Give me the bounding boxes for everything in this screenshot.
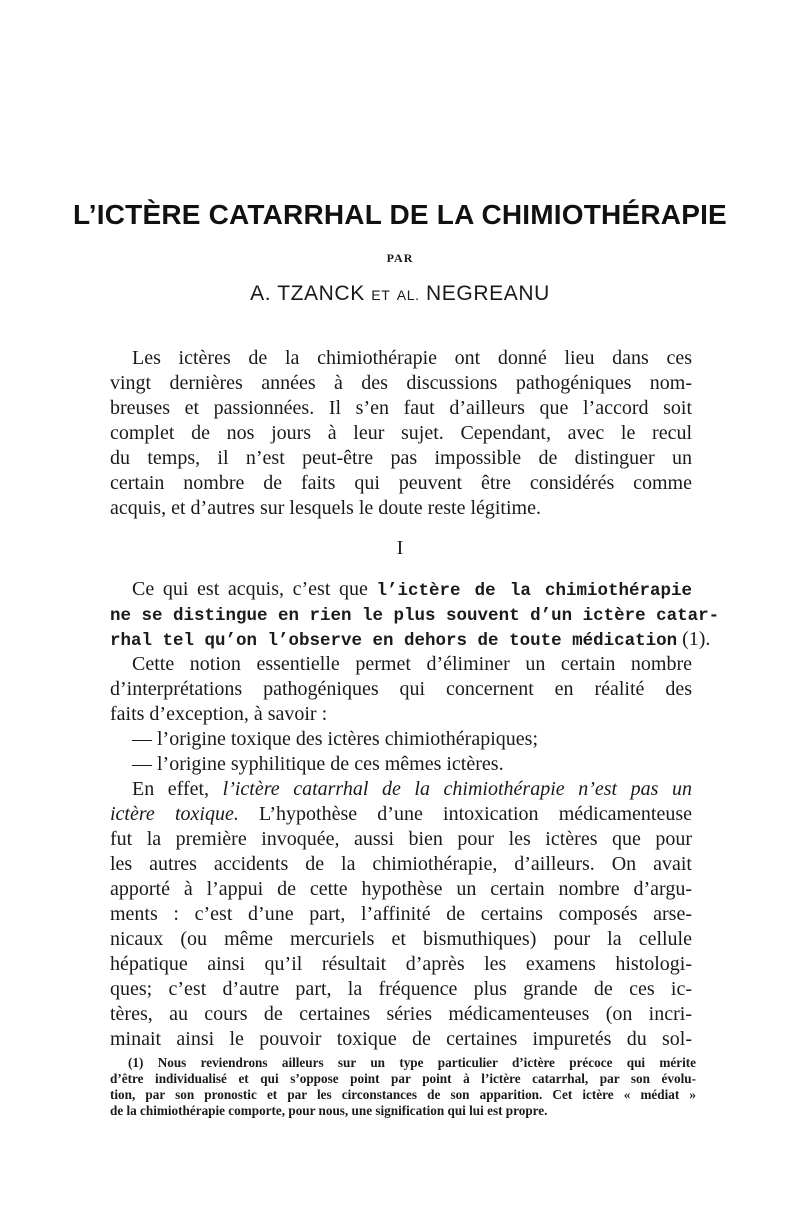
footnote-line: tion, par son pronostic et par les circonstances de son apparition. Cet ictère « médiat »: [110, 1087, 696, 1102]
intro-line: complet de nos jours à leur sujet. Cependant, avec le recul: [110, 422, 692, 444]
body-line: hépatique ainsi qu’il résultait d’après les examens histologi-: [110, 953, 692, 975]
body-line: Cette notion essentielle permet d’éliminer un certain nombre: [132, 653, 692, 675]
emphasis-span: rhal tel qu’on l’observe en dehors de toute médication: [110, 631, 678, 651]
article-title: L’ICTÈRE CATARRHAL DE LA CHIMIOTHÉRAPIE: [73, 199, 727, 230]
body-line: fut la première invoquée, aussi bien pour les ictères que pour: [110, 828, 692, 850]
italic-span: ictère toxique.: [110, 803, 239, 825]
body-line: — l’origine syphilitique de ces mêmes ictères.: [132, 753, 504, 775]
body-line: [110, 627, 711, 652]
body-line: les autres accidents de la chimiothérapie, d’ailleurs. On avait: [110, 853, 692, 875]
intro-line: du temps, il n’est peut-être pas impossible de distinguer un: [110, 447, 692, 469]
body-line: — l’origine toxique des ictères chimiothérapiques;: [132, 728, 538, 750]
body-line: [110, 577, 692, 602]
intro-line: vingt dernières années à des discussions pathogéniques nom-: [110, 372, 692, 394]
body-line: [110, 602, 720, 627]
body-line: [110, 777, 692, 802]
body-line: ments : c’est d’une part, l’affinité de certains composés arse-: [110, 903, 692, 925]
body-line: nicaux (ou même mercuriels et bismuthiques) pour la cellule: [110, 928, 692, 950]
and-conjunction: ET: [371, 287, 391, 303]
footnote-line: de la chimiothérapie comporte, pour nous, une signification qui lui est propre.: [110, 1103, 548, 1118]
author-2-name: NEGREANU: [426, 282, 550, 305]
intro-line: certain nombre de faits qui peuvent être considérés comme: [110, 472, 692, 494]
by-label: PAR: [386, 251, 414, 265]
body-span: Ce qui est acquis, c’est que: [132, 578, 377, 600]
footnote-line: (1) Nous reviendrons ailleurs sur un type particulier d’ictère précoce qui mérite: [128, 1055, 696, 1070]
footnote-ref: (1).: [677, 628, 711, 650]
body-line: tères, au cours de certaines séries médicamenteuses (on incri-: [110, 1003, 692, 1025]
body-line: d’interprétations pathogéniques qui concernent en réalité des: [110, 678, 692, 700]
emphasis-span: ne se distingue en rien le plus souvent d’un ictère catar-: [110, 606, 720, 626]
body-line: ques; c’est d’autre part, la fréquence plus grande de ces ic-: [110, 978, 692, 1000]
intro-line: breuses et passionnées. Il s’en faut d’ailleurs que l’accord soit: [110, 397, 692, 419]
footnote-line: d’être individualisé et qui s’oppose point par point à l’ictère catarrhal, par son évolu-: [110, 1071, 696, 1086]
body-line: apporté à l’appui de cette hypothèse un certain nombre d’argu-: [110, 878, 692, 900]
body-span: L’hypothèse d’une intoxication médicamenteuse: [238, 803, 692, 825]
section-heading: I: [396, 537, 404, 559]
intro-line: Les ictères de la chimiothérapie ont donné lieu dans ces: [132, 347, 692, 369]
emphasis-span: l’ictère de la chimiothérapie: [376, 581, 692, 601]
intro-line: acquis, et d’autres sur lesquels le doute reste légitime.: [110, 497, 541, 519]
italic-span: l’ictère catarrhal de la chimiothérapie n’est pas un: [222, 778, 693, 800]
body-line: faits d’exception, à savoir :: [110, 703, 328, 725]
body-line: [110, 802, 692, 827]
authors-line: [0, 282, 800, 306]
body-span: En effet,: [132, 778, 223, 800]
body-line: minait ainsi le pouvoir toxique de certaines impuretés du sol-: [110, 1028, 692, 1050]
author-1: A. TZANCK: [250, 282, 365, 305]
author-2-initial: AL.: [396, 287, 420, 303]
